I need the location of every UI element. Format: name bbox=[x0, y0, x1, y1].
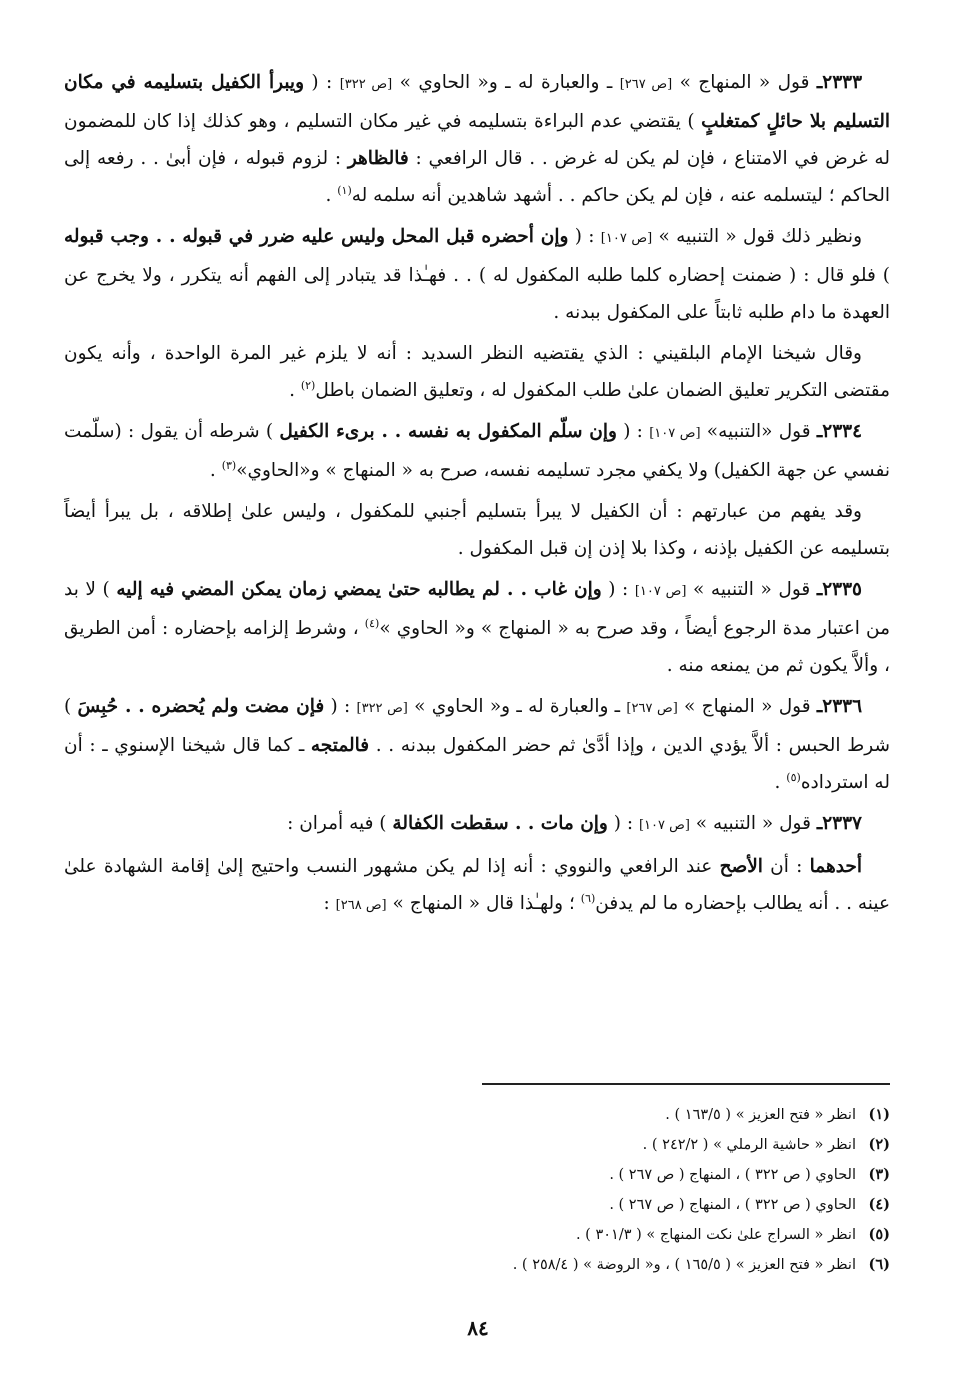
paragraph bbox=[64, 218, 890, 331]
paragraph bbox=[64, 493, 890, 567]
text-run: قول « التنبيه » bbox=[686, 579, 817, 600]
footnote-number: (١) bbox=[868, 1106, 890, 1123]
text-run: : لزوم قبوله ، فإن أبىٰ . . رفعه إلى الحاكم ؛ ليتسلمه عنه ، فإن لم يكن حاكم . . أشهد شاهدين أنه سلمه له bbox=[64, 148, 890, 206]
page-ref: [ص ٢٦٧] bbox=[619, 77, 673, 92]
footnote bbox=[64, 1130, 890, 1160]
text-run: : ( bbox=[304, 72, 340, 93]
page-ref: [ص ٢٦٨] bbox=[335, 898, 387, 913]
page-ref: [ص ١٠٧] bbox=[649, 426, 701, 441]
footnote-text: الحاوي ( ص ٣٢٢ ) ، المنهاج ( ص ٢٦٧ ) . bbox=[609, 1197, 856, 1213]
text-run: : ( bbox=[601, 579, 635, 600]
footnote-ref: (٤) bbox=[364, 616, 380, 630]
text-run: ، وشرط إلزامه بإحضاره : أمن الطريق ، وألاَّ يكون ثم من يمنعه منه . bbox=[64, 618, 890, 676]
text-run: : ( bbox=[324, 696, 357, 717]
text-run: : ( bbox=[568, 226, 601, 247]
footnote-ref: (١) bbox=[337, 183, 352, 197]
paragraph bbox=[64, 64, 890, 214]
text-run: ) لا بد من اعتبار مدة الرجوع أيضاً ، وقد صرح به « المنهاج » و« الحاوي » bbox=[64, 579, 891, 639]
bold-text: ٢٣٣٤ـ bbox=[816, 421, 863, 442]
footnote-text: انظر « حاشية الرملي » ( ٢٤٢/٢ ) . bbox=[642, 1137, 856, 1153]
text-run: وقد يفهم من عبارتهم : أن الكفيل لا يبرأ بتسليم أجنبي للمكفول ، وليس علىٰ إطلاقه ، بل يبرأ أيضاً بتسليمه عن الكفيل بإذنه ، وكذا بلا إذن إن قبل المكفول . bbox=[64, 501, 890, 559]
footnote bbox=[64, 1160, 890, 1190]
paragraph bbox=[64, 571, 890, 684]
bold-text: ويبرأ الكفيل بتسليمه في مكان التسليم بلا حائلٍ كمتغلبٍ bbox=[64, 72, 890, 132]
footnote-ref: (٥) bbox=[786, 770, 801, 784]
text-run: : ( bbox=[616, 421, 650, 442]
footnote bbox=[64, 1100, 890, 1130]
bold-text: ٢٣٣٦ـ bbox=[816, 696, 863, 717]
text-run: قول « التنبيه » bbox=[689, 813, 817, 834]
bold-text: وإن سلّم المكفول به نفسه . . برىء الكفيل bbox=[279, 421, 617, 442]
page-ref: [ص ١٠٧] bbox=[638, 818, 690, 833]
bold-text: أحدهما bbox=[809, 856, 862, 877]
text-run: . bbox=[774, 772, 787, 793]
text-run: : ( bbox=[607, 813, 639, 834]
text-run: ) شرط الحبس : ألاَّ يؤدي الدين ، وإذا أدَّىٰ ثم حضر المكفول ببدنه . . bbox=[64, 696, 890, 756]
paragraph bbox=[64, 805, 890, 844]
text-run: قول « المنهاج » bbox=[677, 696, 817, 717]
paragraph bbox=[64, 688, 890, 801]
bold-text: وإن غاب . . لم يطالبه حتىٰ يمضي زمان يمكن المضي فيه إليه bbox=[116, 579, 602, 600]
page-number: ٨٤ bbox=[467, 1316, 489, 1340]
paragraph bbox=[64, 413, 890, 489]
footnote bbox=[64, 1220, 890, 1250]
text-run: ؛ ولهـٰذا قال « المنهاج » bbox=[386, 893, 581, 914]
bold-text: الأصح bbox=[719, 856, 763, 877]
text-run: ) شرطه أن يقول : (سلّمت نفسي عن جهة الكفيل) ولا يكفي مجرد تسليمه نفسه، صرح به « المنهاج » و«الحاوي» bbox=[64, 421, 890, 481]
text-run: عند الرافعي والنووي : أنه إذا لم يكن مشهور النسب واحتيج إلىٰ إقامة الشهادة علىٰ عينه . . أنه يطالب بإحضاره ما لم يدفن bbox=[64, 856, 890, 914]
bold-text: وإن أحضره قبل المحل وليس عليه ضرر في قبوله . . وجب قبوله bbox=[64, 226, 569, 247]
bold-text: فالمتجه bbox=[310, 735, 370, 756]
footnote-separator bbox=[482, 1083, 890, 1085]
text-run: ـ والعبارة له ـ و« الحاوي » bbox=[407, 696, 627, 717]
text-run: ) فلو قال : ( ضمنت إحضاره كلما طلبه المكفول له ) . . فهـٰذا قد يتبادر إلى الفهم أنه يتكرر ، ولا يخرج عن العهدة ما دام طلبه ثابتاً على المكفول ببدنه . bbox=[64, 265, 890, 323]
bold-text: وإن مات . . سقطت الكفالة bbox=[392, 813, 608, 834]
bold-text: ٢٣٣٧ـ bbox=[816, 813, 862, 834]
footnote bbox=[64, 1250, 890, 1280]
footnote-ref: (٦) bbox=[580, 891, 596, 905]
bold-text: فإن مضت ولم يُحضره . . حُبِسَ bbox=[77, 696, 325, 717]
text-run: : أن bbox=[762, 856, 810, 877]
bold-text: فالظاهر bbox=[347, 148, 409, 169]
footnotes bbox=[64, 1100, 890, 1280]
text-run: ـ كما قال شيخنا الإسنوي ـ : أن له استرداده bbox=[64, 735, 890, 793]
footnote-text: انظر « فتح العزيز » ( ١٦٣/٥ ) . bbox=[665, 1107, 856, 1123]
text-run: . bbox=[325, 185, 338, 206]
text-run: ) فيه أمران : bbox=[287, 813, 393, 834]
page-ref: [ص ١٠٧] bbox=[634, 584, 687, 599]
text-run: قول «التنبيه» bbox=[700, 421, 817, 442]
text-run: ونظير ذلك قول « التنبيه » bbox=[652, 226, 863, 247]
footnote-ref: (٣) bbox=[221, 458, 237, 472]
page-ref: [ص ٣٢٢] bbox=[356, 701, 408, 716]
text-run: ـ والعبارة له ـ و« الحاوي » bbox=[392, 72, 620, 93]
text-run: : bbox=[323, 893, 336, 914]
footnote-number: (٣) bbox=[868, 1166, 890, 1183]
page-ref: [ص ٢٦٧] bbox=[626, 701, 678, 716]
footnote-text: انظر « السراج علىٰ نكت المنهاج » ( ٣٠١/٣ ) . bbox=[575, 1227, 856, 1243]
footnote-number: (٦) bbox=[868, 1256, 890, 1273]
text-run: قول « المنهاج » bbox=[672, 72, 817, 93]
footnote-number: (٢) bbox=[868, 1136, 890, 1153]
text-run: وقال شيخنا الإمام البلقيني : الذي يقتضيه النظر السديد : أنه لا يلزم غير المرة الواحدة ، وأنه يكون مقتضى التكرير تعليق الضمان علىٰ طلب المكفول له ، وتعليق الضمان باطل bbox=[64, 343, 890, 401]
footnote-ref: (٢) bbox=[300, 378, 316, 392]
footnote bbox=[64, 1190, 890, 1220]
paragraph bbox=[64, 335, 890, 409]
bold-text: ٢٣٣٣ـ bbox=[816, 72, 863, 93]
page-ref: [ص ٣٢٢] bbox=[339, 77, 393, 92]
main-text bbox=[64, 64, 890, 924]
bold-text: ٢٣٣٥ـ bbox=[816, 579, 862, 600]
paragraph bbox=[64, 848, 890, 924]
page-ref: [ص ١٠٧] bbox=[600, 231, 653, 246]
text-run: . bbox=[209, 460, 222, 481]
text-run: . bbox=[289, 380, 301, 401]
text-run: ) يقتضي عدم البراءة بتسليمه في غير مكان التسليم ، وهو كذلك إذا كان للمضمون له غرض في الامتناع ، فإن لم يكن له غرض . . قال الرافعي : bbox=[64, 111, 890, 169]
footnote-text: انظر « فتح العزيز » ( ١٦٥/٥ ) ، و« الروضة » ( ٢٥٨/٤ ) . bbox=[512, 1257, 856, 1273]
footnote-text: الحاوي ( ص ٣٢٢ ) ، المنهاج ( ص ٢٦٧ ) . bbox=[609, 1167, 856, 1183]
footnote-number: (٥) bbox=[868, 1226, 890, 1243]
footnote-number: (٤) bbox=[868, 1196, 890, 1213]
